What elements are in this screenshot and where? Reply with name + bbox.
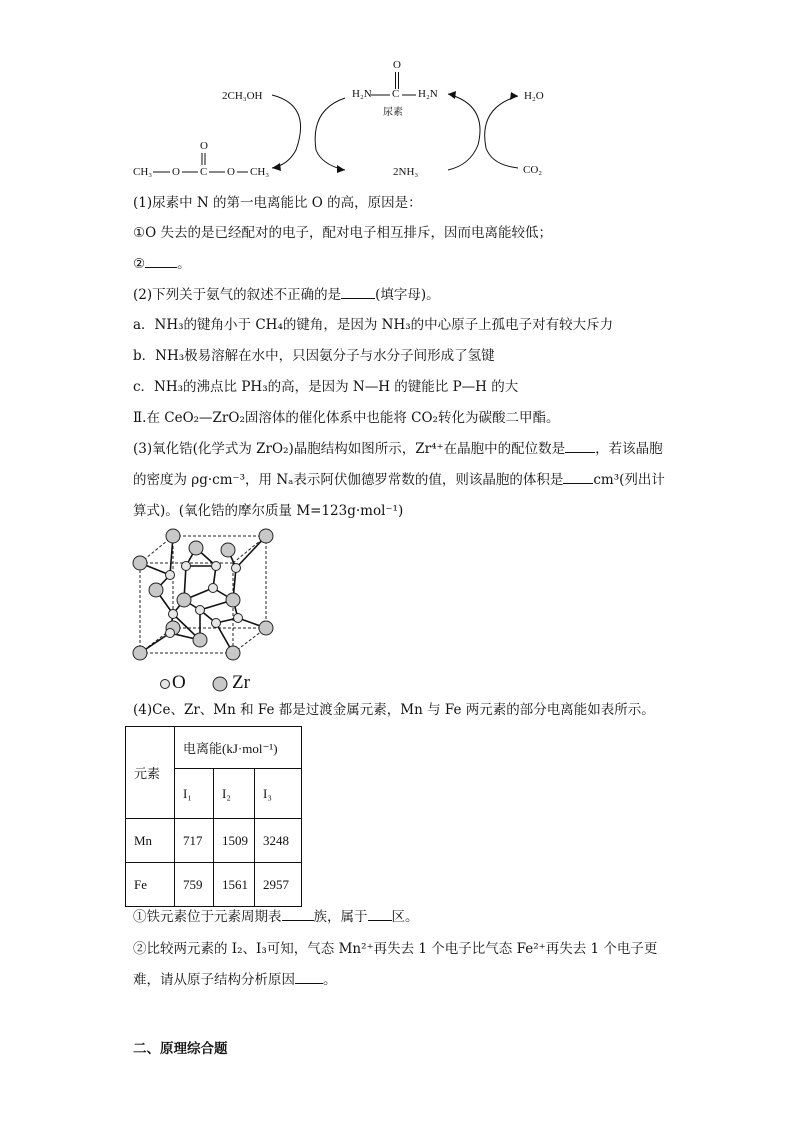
q1-reason-2 — [133, 255, 191, 273]
q3-line-1-a: (3)氧化锆(化学式为 ZrO₂)晶胞结构如图所示，Zr⁴⁺在晶胞中的配位数是 — [133, 441, 566, 457]
q4-sub-1 — [133, 908, 419, 926]
q1-stem: (1)尿素中 N 的第一电离能比 O 的高，原因是： — [133, 195, 422, 211]
table-col-i3: I₃ — [255, 769, 302, 819]
q2-option-a: a．NH₃的键角小于 CH₄的键角，是因为 NH₃的中心原子上孤电子对有较大斥力 — [133, 317, 614, 333]
table-cell: 1561 — [214, 863, 255, 907]
dmc-carbonyl-o: O — [200, 140, 208, 152]
q4-block-blank[interactable] — [368, 908, 392, 921]
q1-reason-1: ①O 失去的是已经配对的电子，配对电子相互排斥，因而电离能较低； — [133, 225, 552, 241]
table-header-ie: 电离能(kJ·mol⁻¹) — [175, 727, 302, 769]
part-2-intro: Ⅱ.在 CeO₂—ZrO₂固溶体的催化体系中也能将 CO₂转化为碳酸二甲酯。 — [133, 410, 560, 426]
ionization-energy-table — [125, 726, 302, 907]
urea-carbon: C — [392, 88, 400, 100]
urea-nh2-left: H₂N — [352, 88, 372, 100]
q4-sub-2-line-2-a: 难，请从原子结构分析原因 — [133, 972, 295, 988]
table-cell-element: Fe — [126, 863, 175, 907]
q2-option-b: b．NH₃极易溶解在水中，只因氨分子与水分子间形成了氢键 — [133, 348, 495, 364]
dmc-c: C — [200, 166, 208, 178]
reaction-arrows — [0, 0, 794, 190]
q1-reason-2-suffix: 。 — [177, 256, 191, 272]
q2-stem-a: (2)下列关于氨气的叙述不正确的是 — [133, 287, 342, 303]
urea-name: 尿素 — [383, 107, 403, 118]
q2-answer-blank[interactable] — [341, 286, 375, 299]
table-cell: 717 — [175, 819, 214, 863]
legend-zr-label: Zr — [232, 672, 250, 693]
dmc-ch3-left: CH₃ — [133, 166, 153, 178]
q3-line-2-a: 的密度为 ρg·cm⁻³，用 Nₐ表示阿伏伽德罗常数的值，则该晶胞的体积是 — [133, 472, 564, 488]
q2-stem-b: (填字母)。 — [375, 287, 440, 303]
q4-stem: (4)Ce、Zr、Mn 和 Fe 都是过渡金属元素，Mn 与 Fe 两元素的部分电离能如表所示。 — [133, 702, 655, 718]
table-cell: 759 — [175, 863, 214, 907]
q2-stem — [133, 286, 440, 304]
q3-line-2 — [133, 471, 665, 489]
table-cell: 2957 — [255, 863, 302, 907]
ammonia-label: 2NH₃ — [393, 166, 419, 178]
dmc-o2: O — [227, 166, 235, 178]
zro2-unit-cell-figure — [128, 528, 278, 663]
legend-zr-swatch — [208, 672, 232, 696]
table-cell: 1509 — [214, 819, 255, 863]
q4-group-blank[interactable] — [282, 908, 314, 921]
q4-sub-1-a: ①铁元素位于元素周期表 — [133, 909, 282, 925]
table-cell-element: Mn — [126, 819, 175, 863]
section-title: 二、原理综合题 — [133, 1041, 228, 1057]
q3-volume-blank[interactable] — [563, 471, 593, 484]
q4-sub-2-line-1: ②比较两元素的 I₂、I₃可知，气态 Mn²⁺再失去 1 个电子比气态 Fe²⁺再失去 1 个电子更 — [133, 941, 658, 957]
q2-option-c: c．NH₃的沸点比 PH₃的高，是因为 N—H 的键能比 P—H 的大 — [133, 379, 519, 395]
table-row — [126, 863, 302, 907]
dmc-ch3-right: CH₃ — [250, 166, 270, 178]
q3-coordination-blank[interactable] — [565, 440, 595, 453]
q4-sub-2-line-2 — [133, 971, 337, 989]
table-header-element: 元素 — [126, 727, 175, 819]
q4-reason-blank[interactable] — [295, 971, 323, 984]
q4-sub-1-b: 族，属于 — [313, 909, 368, 925]
table-row — [126, 819, 302, 863]
dmc-o1: O — [172, 166, 180, 178]
urea-nh2-right: H₂N — [418, 88, 438, 100]
table-cell: 3248 — [255, 819, 302, 863]
urea-oxygen: O — [393, 59, 401, 71]
legend-o-label: O — [172, 672, 186, 693]
q1-reason-2-prefix: ② — [133, 256, 146, 272]
co2-label: CO₂ — [523, 164, 543, 176]
q1-answer-blank[interactable] — [145, 255, 177, 268]
q3-line-1 — [133, 440, 663, 458]
q3-line-2-b: cm³(列出计 — [593, 472, 665, 488]
q3-line-3: 算式)。(氧化锆的摩尔质量 M=123g·mol⁻¹) — [133, 503, 404, 519]
q3-line-1-b: ，若该晶胞 — [595, 441, 663, 457]
table-col-i1: I₁ — [175, 769, 214, 819]
q4-sub-1-c: 区。 — [391, 909, 419, 925]
table-col-i2: I₂ — [214, 769, 255, 819]
water-label: H₂O — [524, 90, 544, 102]
q4-sub-2-line-2-b: 。 — [323, 972, 337, 988]
methanol-label: 2CH₃OH — [222, 90, 263, 102]
